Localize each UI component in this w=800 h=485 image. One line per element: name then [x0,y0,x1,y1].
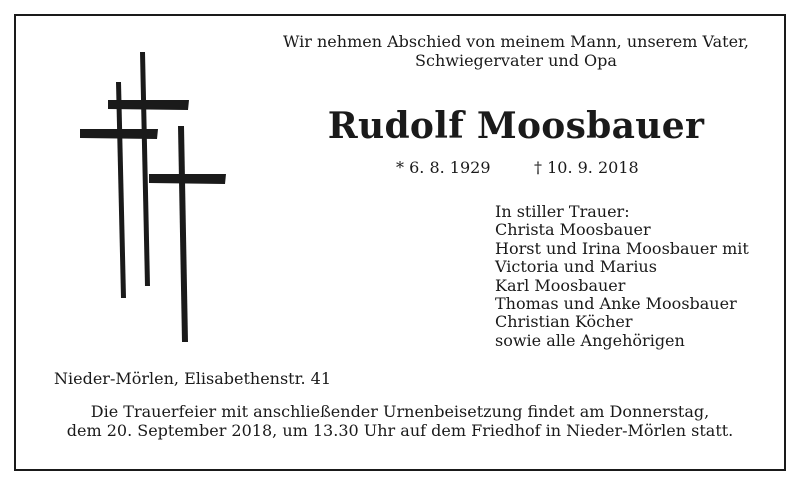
mourner-item: Victoria und Marius [495,257,657,277]
birth-date: * 6. 8. 1929 [396,158,491,177]
mourner-item: Horst und Irina Moosbauer mit [495,238,749,258]
mourners-list [495,203,749,350]
deceased-name: Rudolf Moosbauer [327,105,705,147]
funeral-line-1: Die Trauerfeier mit anschließender Urnenbeisetzung findet am Donnerstag, [90,402,710,421]
mourner-item: Karl Moosbauer [495,275,626,295]
mourners-heading: In stiller Trauer: [495,202,630,221]
funeral-info [24,402,776,440]
intro-line-2: Schwiegervater und Opa [415,51,617,70]
death-date: † 10. 9. 2018 [534,158,639,177]
mourner-item: Christian Köcher [495,312,633,332]
mourner-item: sowie alle Angehörigen [495,330,685,350]
family-address: Nieder-Mörlen, Elisabethenstr. 41 [54,369,332,388]
three-crosses-icon [78,50,228,345]
mourner-item: Christa Moosbauer [495,220,651,240]
funeral-line-2: dem 20. September 2018, um 13.30 Uhr auf dem Friedhof in Nieder-Mörlen statt. [66,421,734,440]
intro-line-1: Wir nehmen Abschied von meinem Mann, unserem Vater, [282,32,750,51]
mourner-item: Thomas und Anke Moosbauer [495,294,737,314]
intro-text [240,32,792,70]
